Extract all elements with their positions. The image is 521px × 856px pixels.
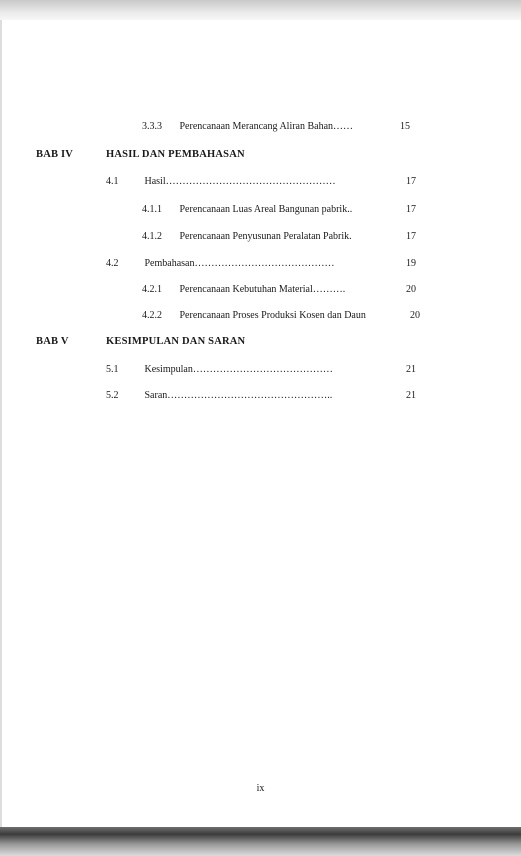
toc-entry: [142, 231, 352, 243]
toc-entry-page: 17: [406, 231, 416, 242]
toc-entry: [106, 364, 333, 376]
toc-entry: [142, 284, 345, 296]
toc-entry-title: Pembahasan……………………………………: [144, 258, 335, 269]
toc-entry-page: 17: [406, 176, 416, 187]
toc-entry-number: 5.2: [106, 390, 119, 401]
toc-entry-number: 4.1.2: [142, 231, 162, 242]
toc-entry-title: Perencanaan Luas Areal Bangunan pabrik..: [179, 204, 353, 215]
toc-entry: [106, 258, 335, 270]
toc-entry: [106, 390, 332, 402]
toc-entry-title: Hasil……………………………………………: [144, 176, 336, 187]
toc-entry-number: 4.2.2: [142, 310, 162, 321]
toc-entry-page: 20: [410, 310, 420, 321]
toc-entry: [106, 176, 336, 188]
toc-entry-page: 15: [400, 121, 410, 132]
toc-entry: [142, 121, 353, 133]
toc-entry-number: 4.1: [106, 176, 119, 187]
scan-left-edge: [0, 20, 2, 827]
toc-entry-title: Saran…………………………………………..: [144, 390, 333, 401]
toc-entry-number: 3.3.3: [142, 121, 162, 132]
toc-entry-number: 4.1.1: [142, 204, 162, 215]
toc-entry-number: 4.2.1: [142, 284, 162, 295]
toc-entry-title: Kesimpulan……………………………………: [144, 364, 333, 375]
scan-top-edge: [0, 0, 521, 20]
toc-entry-page: 19: [406, 258, 416, 269]
page-number: ix: [256, 783, 265, 794]
toc-entry-page: 21: [406, 364, 416, 375]
chapter-title: KESIMPULAN DAN SARAN: [106, 336, 246, 347]
toc-entry-number: 5.1: [106, 364, 119, 375]
chapter-title: HASIL DAN PEMBAHASAN: [106, 149, 245, 160]
toc-entry-title: Perencanaan Proses Produksi Kosen dan Daun: [179, 310, 366, 321]
toc-entry-page: 21: [406, 390, 416, 401]
toc-entry-page: 17: [406, 204, 416, 215]
toc-entry-number: 4.2: [106, 258, 119, 269]
chapter-label: BAB IV: [36, 149, 74, 160]
toc-entry: [142, 310, 366, 322]
toc-entry-title: Perencanaan Kebutuhan Material……….: [179, 284, 346, 295]
toc-entry-title: Perencanaan Merancang Aliran Bahan……: [179, 121, 354, 132]
toc-entry-page: 20: [406, 284, 416, 295]
chapter-label: BAB V: [36, 336, 69, 347]
toc-entry-title: Perencanaan Penyusunan Peralatan Pabrik.: [179, 231, 352, 242]
scan-bottom-edge: [0, 827, 521, 856]
toc-entry: [142, 204, 352, 216]
